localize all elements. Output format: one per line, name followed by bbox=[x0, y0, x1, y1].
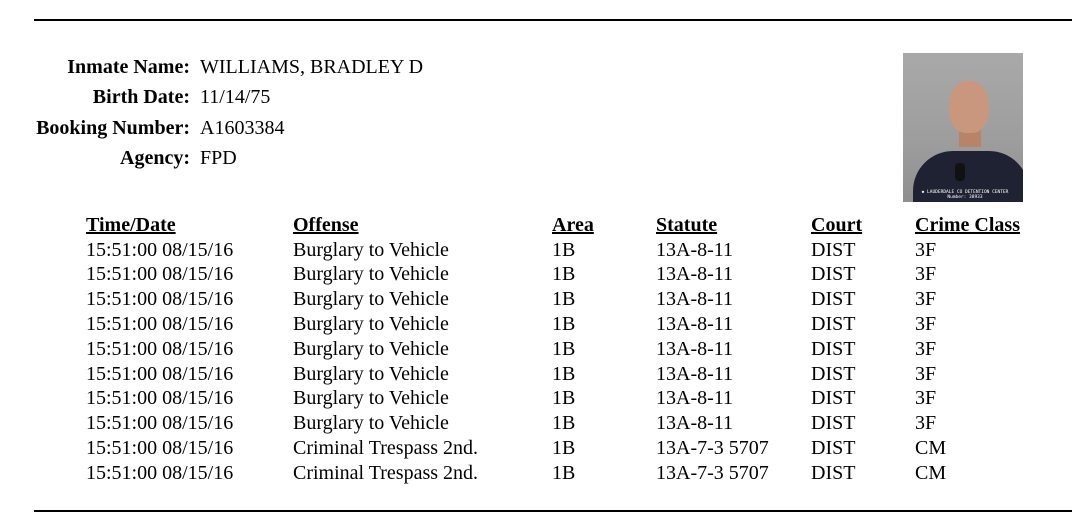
cell-crime-class: CM bbox=[915, 461, 947, 484]
cell-area: 1B bbox=[552, 412, 576, 435]
mugshot-caption-facility: ◆ LAUDERDALE CO DETENTION CENTER bbox=[921, 190, 1009, 195]
cell-offense: Burglary to Vehicle bbox=[293, 337, 449, 360]
cell-court: DIST bbox=[811, 263, 856, 286]
cell-offense: Burglary to Vehicle bbox=[293, 362, 449, 385]
cell-statute: 13A-8-11 bbox=[656, 362, 734, 385]
cell-court: DIST bbox=[811, 313, 856, 336]
booking-number-value: A1603384 bbox=[200, 116, 285, 139]
cell-statute: 13A-8-11 bbox=[656, 387, 734, 410]
cell-area: 1B bbox=[552, 263, 576, 286]
booking-number-label: Booking Number: bbox=[36, 116, 190, 139]
info-row-name bbox=[0, 52, 423, 83]
cell-area: 1B bbox=[552, 387, 576, 410]
cell-area: 1B bbox=[552, 313, 576, 336]
cell-time-date: 15:51:00 08/15/16 bbox=[86, 412, 234, 435]
inmate-info bbox=[0, 52, 423, 174]
cell-area: 1B bbox=[552, 337, 576, 360]
cell-statute: 13A-8-11 bbox=[656, 238, 734, 261]
cell-offense: Burglary to Vehicle bbox=[293, 238, 449, 261]
cell-crime-class: 3F bbox=[915, 387, 937, 410]
cell-time-date: 15:51:00 08/15/16 bbox=[86, 437, 234, 460]
cell-crime-class: 3F bbox=[915, 412, 937, 435]
cell-time-date: 15:51:00 08/15/16 bbox=[86, 362, 234, 385]
cell-court: DIST bbox=[811, 412, 856, 435]
cell-crime-class: 3F bbox=[915, 337, 937, 360]
cell-crime-class: 3F bbox=[915, 238, 937, 261]
table-row bbox=[86, 312, 1035, 337]
table-row bbox=[86, 436, 1035, 461]
cell-court: DIST bbox=[811, 288, 856, 311]
charge-rows bbox=[86, 238, 1035, 486]
cell-offense: Burglary to Vehicle bbox=[293, 387, 449, 410]
cell-crime-class: 3F bbox=[915, 288, 937, 311]
table-row bbox=[86, 461, 1035, 486]
cell-statute: 13A-8-11 bbox=[656, 412, 734, 435]
cell-offense: Criminal Trespass 2nd. bbox=[293, 461, 479, 484]
cell-court: DIST bbox=[811, 238, 856, 261]
header-crime-class: Crime Class bbox=[915, 213, 1020, 236]
cell-statute: 13A-8-11 bbox=[656, 288, 734, 311]
info-row-booking-number bbox=[0, 113, 423, 144]
charges-table bbox=[86, 213, 1035, 486]
cell-time-date: 15:51:00 08/15/16 bbox=[86, 238, 234, 261]
header-area: Area bbox=[552, 213, 594, 236]
cell-statute: 13A-8-11 bbox=[656, 263, 734, 286]
cell-offense: Burglary to Vehicle bbox=[293, 412, 449, 435]
cell-statute: 13A-8-11 bbox=[656, 313, 734, 336]
cell-offense: Criminal Trespass 2nd. bbox=[293, 437, 479, 460]
cell-area: 1B bbox=[552, 461, 576, 484]
mugshot-head bbox=[949, 81, 989, 133]
cell-crime-class: 3F bbox=[915, 263, 937, 286]
cell-time-date: 15:51:00 08/15/16 bbox=[86, 387, 234, 410]
birth-date-value: 11/14/75 bbox=[200, 86, 271, 109]
mugshot-photo bbox=[903, 53, 1023, 202]
cell-statute: 13A-8-11 bbox=[656, 337, 734, 360]
agency-label: Agency: bbox=[120, 147, 190, 170]
cell-crime-class: 3F bbox=[915, 313, 937, 336]
cell-court: DIST bbox=[811, 362, 856, 385]
cell-offense: Burglary to Vehicle bbox=[293, 288, 449, 311]
table-row bbox=[86, 337, 1035, 362]
table-row bbox=[86, 238, 1035, 263]
table-row bbox=[86, 387, 1035, 412]
cell-time-date: 15:51:00 08/15/16 bbox=[86, 461, 234, 484]
table-row bbox=[86, 287, 1035, 312]
cell-time-date: 15:51:00 08/15/16 bbox=[86, 337, 234, 360]
cell-court: DIST bbox=[811, 387, 856, 410]
table-row bbox=[86, 411, 1035, 436]
top-divider bbox=[34, 19, 1072, 21]
header-court: Court bbox=[811, 213, 863, 236]
info-row-agency bbox=[0, 144, 423, 175]
mugshot-microphone bbox=[955, 163, 965, 181]
header-offense: Offense bbox=[293, 213, 359, 236]
cell-area: 1B bbox=[552, 362, 576, 385]
mugshot-caption bbox=[909, 190, 1021, 200]
header-statute: Statute bbox=[656, 213, 718, 236]
cell-crime-class: 3F bbox=[915, 362, 937, 385]
cell-area: 1B bbox=[552, 238, 576, 261]
cell-court: DIST bbox=[811, 337, 856, 360]
header-time-date: Time/Date bbox=[86, 213, 176, 236]
cell-statute: 13A-7-3 5707 bbox=[656, 461, 769, 484]
info-row-birth-date bbox=[0, 83, 423, 114]
table-row bbox=[86, 263, 1035, 288]
cell-time-date: 15:51:00 08/15/16 bbox=[86, 263, 234, 286]
mugshot-caption-number: Number: 38933 bbox=[947, 195, 983, 200]
cell-court: DIST bbox=[811, 461, 856, 484]
agency-value: FPD bbox=[200, 147, 237, 170]
cell-statute: 13A-7-3 5707 bbox=[656, 437, 769, 460]
inmate-name-label: Inmate Name: bbox=[67, 55, 190, 78]
birth-date-label: Birth Date: bbox=[92, 86, 190, 109]
table-row bbox=[86, 362, 1035, 387]
inmate-name-value: WILLIAMS, BRADLEY D bbox=[200, 55, 424, 78]
cell-time-date: 15:51:00 08/15/16 bbox=[86, 288, 234, 311]
cell-offense: Burglary to Vehicle bbox=[293, 263, 449, 286]
cell-court: DIST bbox=[811, 437, 856, 460]
cell-area: 1B bbox=[552, 288, 576, 311]
cell-area: 1B bbox=[552, 437, 576, 460]
charges-header-row bbox=[86, 213, 1035, 238]
cell-crime-class: CM bbox=[915, 437, 947, 460]
cell-offense: Burglary to Vehicle bbox=[293, 313, 449, 336]
cell-time-date: 15:51:00 08/15/16 bbox=[86, 313, 234, 336]
